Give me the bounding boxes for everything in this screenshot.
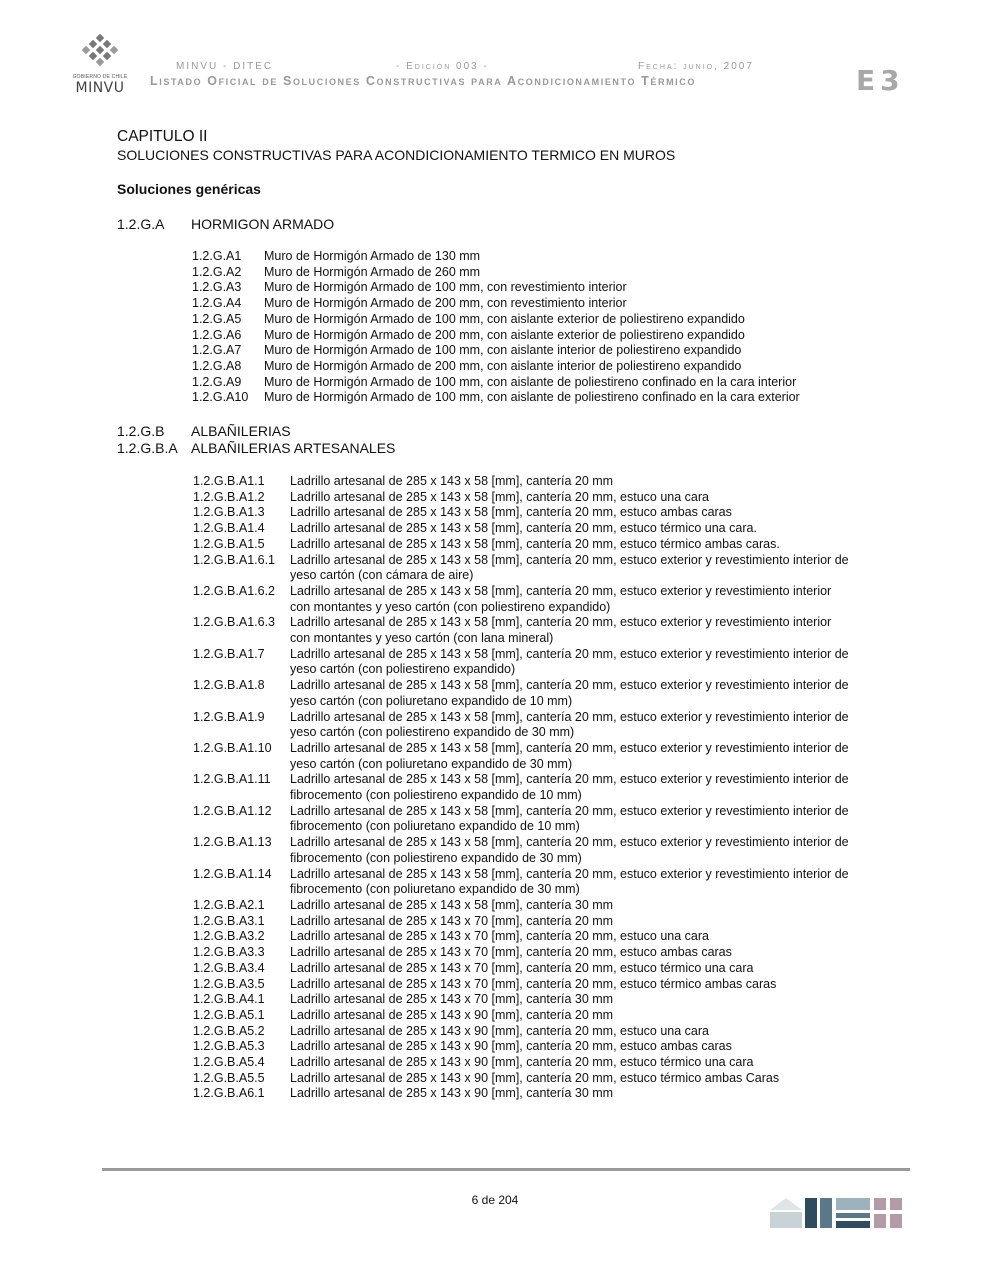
item-description: Ladrillo artesanal de 285 x 143 x 58 [mm], cantería 20 mm, estuco exterior y revestimiento interior con montantes y yeso cartón (con poliestireno expandido) xyxy=(290,583,832,614)
item-description: Ladrillo artesanal de 285 x 143 x 70 [mm], cantería 20 mm, estuco térmico una cara xyxy=(290,960,754,975)
list-item xyxy=(193,804,853,835)
list-item xyxy=(192,296,800,312)
item-description: Ladrillo artesanal de 285 x 143 x 58 [mm], cantería 20 mm, estuco exterior y revestimiento interior de fibrocemento (con poliestireno expandido de 30 mm) xyxy=(290,835,849,865)
item-code: 1.2.G.A4 xyxy=(192,296,242,311)
item-code: 1.2.G.B.A5.5 xyxy=(193,1070,265,1085)
item-code: 1.2.G.B.A1.9 xyxy=(193,709,265,724)
item-description: Ladrillo artesanal de 285 x 143 x 90 [mm], cantería 20 mm, estuco una cara xyxy=(290,1023,709,1038)
minvu-emblem-icon xyxy=(80,34,120,70)
item-code: 1.2.G.B.A3.4 xyxy=(193,960,265,975)
item-description: Muro de Hormigón Armado de 200 mm, con revestimiento interior xyxy=(264,296,627,311)
item-description: Ladrillo artesanal de 285 x 143 x 70 [mm], cantería 20 mm, estuco una cara xyxy=(290,929,709,944)
page-number: 6 de 204 xyxy=(471,1193,519,1207)
list-item xyxy=(193,835,853,866)
chapter-title: CAPITULO II xyxy=(117,128,208,145)
item-description: Ladrillo artesanal de 285 x 143 x 90 [mm], cantería 20 mm xyxy=(290,1007,614,1022)
item-code: 1.2.G.B.A1.12 xyxy=(193,803,272,818)
list-item xyxy=(193,992,853,1008)
list-item xyxy=(192,265,800,281)
item-code: 1.2.G.A5 xyxy=(192,311,242,326)
list-item xyxy=(193,867,853,898)
list-item xyxy=(193,977,853,993)
list-item xyxy=(193,1008,853,1024)
list-item xyxy=(192,375,800,391)
section-a-list xyxy=(192,249,800,406)
header-org: MINVU - DITEC xyxy=(176,61,274,72)
item-code: 1.2.G.B.A5.4 xyxy=(193,1055,265,1070)
item-code: 1.2.G.B.A3.5 xyxy=(193,976,265,991)
list-item xyxy=(193,615,853,646)
item-code: 1.2.G.B.A1.5 xyxy=(193,536,265,551)
section-a-heading xyxy=(117,216,334,232)
list-item xyxy=(193,474,853,490)
item-description: Ladrillo artesanal de 285 x 143 x 58 [mm], cantería 20 mm, estuco exterior y revestimiento interior de yeso cartón (con poliestireno expandido) xyxy=(290,646,849,677)
list-item xyxy=(192,249,800,265)
list-item xyxy=(192,328,800,344)
list-item xyxy=(193,584,853,615)
list-item xyxy=(193,898,853,914)
item-description: Ladrillo artesanal de 285 x 143 x 70 [mm], cantería 20 mm xyxy=(290,913,614,928)
logo-subtext: GOBIERNO DE CHILE xyxy=(72,74,128,80)
list-item xyxy=(193,521,853,537)
section-b-sub-title: ALBAÑILERIAS ARTESANALES xyxy=(191,440,396,456)
list-item xyxy=(193,647,853,678)
item-description: Ladrillo artesanal de 285 x 143 x 58 [mm], cantería 20 mm, estuco térmico una cara. xyxy=(290,521,757,536)
item-description: Ladrillo artesanal de 285 x 143 x 70 [mm], cantería 30 mm xyxy=(290,992,614,1007)
item-code: 1.2.G.B.A3.1 xyxy=(193,913,265,928)
item-code: 1.2.G.B.A1.6.1 xyxy=(193,552,275,567)
item-description: Ladrillo artesanal de 285 x 143 x 58 [mm], cantería 20 mm xyxy=(290,474,614,488)
item-code: 1.2.G.A6 xyxy=(192,327,242,342)
list-item xyxy=(193,553,853,584)
item-description: Ladrillo artesanal de 285 x 143 x 90 [mm], cantería 30 mm xyxy=(290,1086,614,1101)
item-description: Ladrillo artesanal de 285 x 143 x 70 [mm], cantería 20 mm, estuco térmico ambas caras xyxy=(290,976,777,991)
list-item xyxy=(193,914,853,930)
item-code: 1.2.G.A1 xyxy=(192,249,242,263)
section-b-list xyxy=(193,474,853,1102)
list-item xyxy=(193,772,853,803)
section-a-title: HORMIGON ARMADO xyxy=(191,216,335,232)
item-code: 1.2.G.B.A3.3 xyxy=(193,945,265,960)
list-item xyxy=(193,741,853,772)
item-description: Ladrillo artesanal de 285 x 143 x 58 [mm], cantería 20 mm, estuco exterior y revestimiento interior de fibrocemento (con poliestireno expandido de 10 mm) xyxy=(290,772,849,803)
item-code: 1.2.G.B.A1.6.2 xyxy=(193,583,275,598)
item-code: 1.2.G.B.A5.1 xyxy=(193,1007,265,1022)
item-description: Ladrillo artesanal de 285 x 143 x 58 [mm], cantería 20 mm, estuco ambas caras xyxy=(290,505,732,520)
chapter-subtitle: SOLUCIONES CONSTRUCTIVAS PARA ACONDICIONAMIENTO TERMICO EN MUROS xyxy=(117,147,676,163)
section-b-heading xyxy=(117,423,291,439)
logo-wordmark: MINVU xyxy=(75,80,125,96)
generic-solutions-heading: Soluciones genéricas xyxy=(117,181,261,197)
item-description: Muro de Hormigón Armado de 100 mm, con revestimiento interior xyxy=(264,280,627,295)
minvu-logo xyxy=(70,34,130,94)
list-item xyxy=(193,1055,853,1071)
item-code: 1.2.G.B.A1.1 xyxy=(193,474,265,488)
list-item xyxy=(193,490,853,506)
item-code: 1.2.G.B.A1.3 xyxy=(193,505,265,520)
item-description: Ladrillo artesanal de 285 x 143 x 58 [mm], cantería 20 mm, estuco exterior y revestimiento interior con montantes y yeso cartón (con lana mineral) xyxy=(290,615,832,646)
list-item xyxy=(193,1071,853,1087)
item-code: 1.2.G.A10 xyxy=(192,390,249,405)
list-item xyxy=(192,390,800,406)
item-description: Ladrillo artesanal de 285 x 143 x 58 [mm], cantería 20 mm, estuco exterior y revestimiento interior de fibrocemento (con poliuretano expandido de 10 mm) xyxy=(290,803,849,834)
footer-divider xyxy=(102,1168,910,1171)
item-description: Muro de Hormigón Armado de 200 mm, con aislante interior de poliestireno expandido xyxy=(264,358,742,373)
list-item xyxy=(192,343,800,359)
list-item xyxy=(193,961,853,977)
section-b-number: 1.2.G.B xyxy=(117,423,165,439)
list-item xyxy=(193,1086,853,1102)
list-item xyxy=(193,929,853,945)
list-item xyxy=(193,678,853,709)
item-description: Ladrillo artesanal de 285 x 143 x 90 [mm], cantería 20 mm, estuco ambas caras xyxy=(290,1039,732,1054)
item-description: Muro de Hormigón Armado de 130 mm xyxy=(264,249,481,263)
item-description: Muro de Hormigón Armado de 260 mm xyxy=(264,264,481,279)
item-description: Ladrillo artesanal de 285 x 143 x 90 [mm], cantería 20 mm, estuco térmico ambas Caras xyxy=(290,1070,780,1085)
item-description: Ladrillo artesanal de 285 x 143 x 58 [mm], cantería 20 mm, estuco exterior y revestimiento interior de yeso cartón (con cámara de aire) xyxy=(290,552,849,583)
item-code: 1.2.G.B.A2.1 xyxy=(193,897,265,912)
item-description: Ladrillo artesanal de 285 x 143 x 58 [mm], cantería 20 mm, estuco exterior y revestimiento interior de yeso cartón (con poliuretano expandido de 30 mm) xyxy=(290,740,849,771)
item-code: 1.2.G.B.A1.7 xyxy=(193,646,265,661)
item-description: Ladrillo artesanal de 285 x 143 x 58 [mm], cantería 20 mm, estuco exterior y revestimiento interior de yeso cartón (con poliestireno expandido de 30 mm) xyxy=(290,709,849,740)
item-description: Ladrillo artesanal de 285 x 143 x 58 [mm], cantería 20 mm, estuco exterior y revestimiento interior de yeso cartón (con poliuretano expandido de 10 mm) xyxy=(290,678,849,708)
list-item xyxy=(193,1039,853,1055)
item-description: Ladrillo artesanal de 285 x 143 x 58 [mm], cantería 20 mm, estuco una cara xyxy=(290,489,709,504)
footer-emblem-icon xyxy=(770,1196,910,1230)
item-description: Ladrillo artesanal de 285 x 143 x 58 [mm], cantería 30 mm xyxy=(290,897,614,912)
item-code: 1.2.G.A3 xyxy=(192,280,242,295)
item-code: 1.2.G.B.A6.1 xyxy=(193,1086,265,1101)
item-code: 1.2.G.B.A1.10 xyxy=(193,740,272,755)
item-code: 1.2.G.B.A1.13 xyxy=(193,835,272,850)
item-description: Muro de Hormigón Armado de 100 mm, con aislante de poliestireno confinado en la cara exterior xyxy=(264,390,800,405)
item-description: Ladrillo artesanal de 285 x 143 x 90 [mm], cantería 20 mm, estuco térmico una cara xyxy=(290,1055,754,1070)
item-code: 1.2.G.A7 xyxy=(192,343,242,358)
item-code: 1.2.G.B.A1.8 xyxy=(193,678,265,693)
section-b-sub-number: 1.2.G.B.A xyxy=(117,440,178,456)
list-item xyxy=(192,312,800,328)
list-item xyxy=(192,280,800,296)
list-item xyxy=(193,945,853,961)
header-code: E3 xyxy=(856,64,905,97)
item-code: 1.2.G.B.A1.14 xyxy=(193,866,272,881)
list-item xyxy=(193,710,853,741)
item-code: 1.2.G.B.A1.6.3 xyxy=(193,615,275,630)
item-description: Ladrillo artesanal de 285 x 143 x 58 [mm], cantería 20 mm, estuco térmico ambas caras. xyxy=(290,536,780,551)
header-edition: - Edición 003 - xyxy=(396,61,489,72)
item-description: Ladrillo artesanal de 285 x 143 x 70 [mm], cantería 20 mm, estuco ambas caras xyxy=(290,945,732,960)
list-item xyxy=(193,505,853,521)
item-code: 1.2.G.B.A1.2 xyxy=(193,489,265,504)
section-b-sub-heading xyxy=(117,440,395,456)
section-a-number: 1.2.G.A xyxy=(117,216,165,232)
item-description: Muro de Hormigón Armado de 200 mm, con aislante exterior de poliestireno expandido xyxy=(264,327,745,342)
item-code: 1.2.G.A9 xyxy=(192,374,242,389)
list-item xyxy=(192,359,800,375)
item-code: 1.2.G.B.A5.2 xyxy=(193,1023,265,1038)
section-b-title: ALBAÑILERIAS xyxy=(191,423,291,439)
item-code: 1.2.G.A8 xyxy=(192,358,242,373)
item-code: 1.2.G.B.A3.2 xyxy=(193,929,265,944)
item-description: Ladrillo artesanal de 285 x 143 x 58 [mm], cantería 20 mm, estuco exterior y revestimiento interior de fibrocemento (con poliuretano expandido de 30 mm) xyxy=(290,866,849,897)
item-code: 1.2.G.B.A1.4 xyxy=(193,521,265,536)
item-description: Muro de Hormigón Armado de 100 mm, con aislante de poliestireno confinado en la cara interior xyxy=(264,374,797,389)
item-code: 1.2.G.A2 xyxy=(192,264,242,279)
header-date: Fecha: junio, 2007 xyxy=(638,61,754,72)
item-code: 1.2.G.B.A1.11 xyxy=(193,772,271,787)
item-code: 1.2.G.B.A4.1 xyxy=(193,992,265,1007)
list-item xyxy=(193,1024,853,1040)
list-item xyxy=(193,537,853,553)
item-code: 1.2.G.B.A5.3 xyxy=(193,1039,265,1054)
header-title: Listado Oficial de Soluciones Constructivas para Acondicionamiento Térmico xyxy=(150,74,696,88)
item-description: Muro de Hormigón Armado de 100 mm, con aislante interior de poliestireno expandido xyxy=(264,343,742,358)
item-description: Muro de Hormigón Armado de 100 mm, con aislante exterior de poliestireno expandido xyxy=(264,311,745,326)
